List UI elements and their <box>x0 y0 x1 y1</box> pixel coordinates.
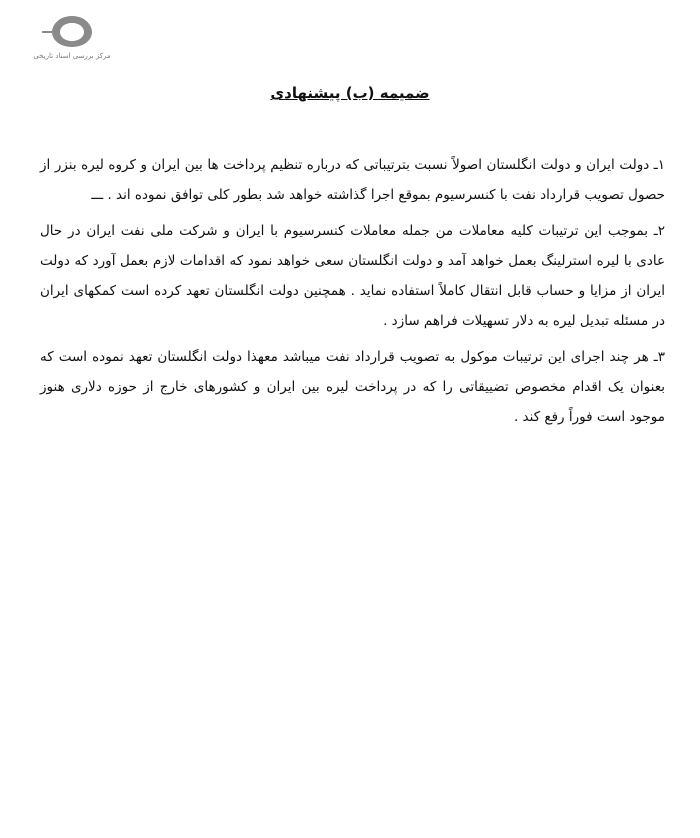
paragraph-1: ۱ـ دولت ایران و دولت انگلستان اصولاً نسبت بترتیباتی که درباره تنظیم پرداخت ها بین ایران و کروه لیره بنزر از حصول تصویب قرارداد نفت با کنسرسیوم بموقع اجرا گذاشته خواهد شد بطور کلی توافق نموده اند . ـــ <box>40 157 665 203</box>
archive-logo <box>22 14 122 64</box>
document-body <box>40 150 665 438</box>
logo-caption: مرکز بررسی اسناد تاریخی <box>33 52 111 60</box>
document-title: ضمیمه (ب) پیشنهادی <box>270 84 430 102</box>
paragraph-3: ۳ـ هر چند اجرای این ترتیبات موکول به تصویب قرارداد نفت میباشد معهذا دولت انگلستان تعهد نموده است که بعنوان یک اقدام مخصوص تضییقاتی را که در پرداخت لیره بین ایران و کشورهای خارج از حوزه دلاری هنوز موجود است فوراً رفع کند . <box>40 349 665 425</box>
archive-logo-icon <box>40 14 104 50</box>
paragraph-2: ۲ـ بموجب این ترتیبات کلیه معاملات من جمله معاملات کنسرسیوم با ایران و شرکت ملی نفت ایران در حال عادی با لیره استرلینگ بعمل خواهد آمد و دولت انگلستان سعی خواهد نمود که اقدامات لازم بعمل آورد که دولت ایران از مزایا و حساب قابل انتقال کاملاً استفاده نماید . همچنین دولت انگلستان تعهد کرده است کمکهای ایران در مسئله تبدیل لیره به دلار تسهیلات فراهم سازد . <box>40 223 665 329</box>
